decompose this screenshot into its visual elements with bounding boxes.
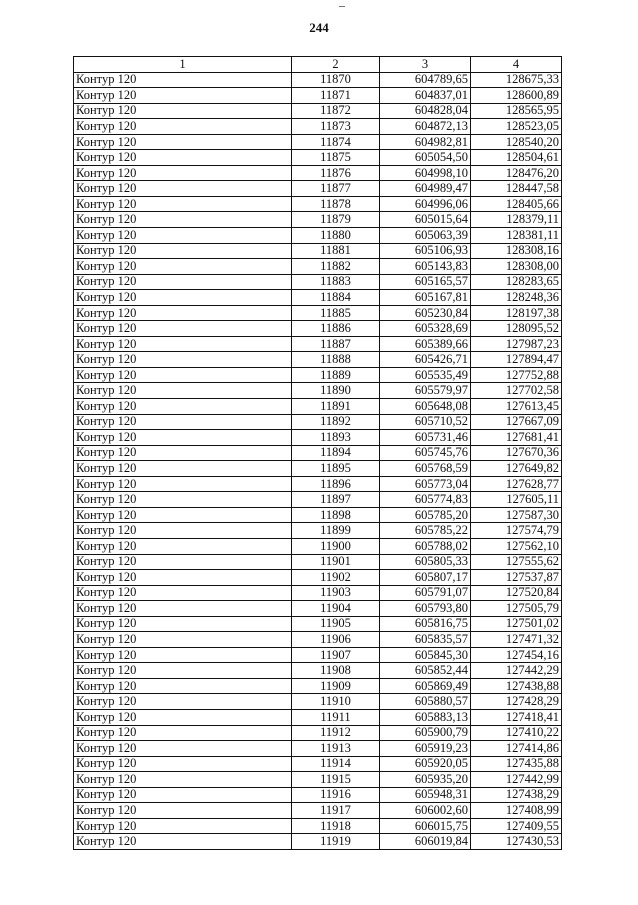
y-coordinate-cell: 128197,38	[471, 305, 562, 321]
x-coordinate-cell: 605788,02	[380, 538, 471, 554]
x-coordinate-cell: 605900,79	[380, 725, 471, 741]
table-row	[74, 787, 562, 803]
point-number-cell: 11916	[292, 787, 380, 803]
y-coordinate-cell: 127605,11	[471, 492, 562, 508]
y-coordinate-cell: 127410,22	[471, 725, 562, 741]
point-number-cell: 11907	[292, 647, 380, 663]
point-number-cell: 11890	[292, 383, 380, 399]
point-number-cell: 11911	[292, 709, 380, 725]
table-row	[74, 196, 562, 212]
contour-name-cell: Контур 120	[74, 165, 292, 181]
table-row	[74, 663, 562, 679]
page-top-mark: –	[339, 0, 345, 12]
point-number-cell: 11900	[292, 538, 380, 554]
contour-name-cell: Контур 120	[74, 399, 292, 415]
table-row	[74, 383, 562, 399]
y-coordinate-cell: 128476,20	[471, 165, 562, 181]
y-coordinate-cell: 128600,89	[471, 88, 562, 104]
x-coordinate-cell: 605165,57	[380, 274, 471, 290]
y-coordinate-cell: 127418,41	[471, 709, 562, 725]
contour-name-cell: Контур 120	[74, 476, 292, 492]
x-coordinate-cell: 605880,57	[380, 694, 471, 710]
point-number-cell: 11870	[292, 72, 380, 88]
contour-name-cell: Контур 120	[74, 709, 292, 725]
contour-name-cell: Контур 120	[74, 430, 292, 446]
y-coordinate-cell: 128095,52	[471, 321, 562, 337]
x-coordinate-cell: 605774,83	[380, 492, 471, 508]
point-number-cell: 11878	[292, 196, 380, 212]
coordinates-table	[73, 56, 562, 850]
x-coordinate-cell: 606015,75	[380, 818, 471, 834]
contour-name-cell: Контур 120	[74, 554, 292, 570]
y-coordinate-cell: 127987,23	[471, 336, 562, 352]
point-number-cell: 11886	[292, 321, 380, 337]
contour-name-cell: Контур 120	[74, 772, 292, 788]
contour-name-cell: Контур 120	[74, 274, 292, 290]
table-row	[74, 414, 562, 430]
point-number-cell: 11912	[292, 725, 380, 741]
x-coordinate-cell: 606019,84	[380, 834, 471, 850]
table-row	[74, 445, 562, 461]
contour-name-cell: Контур 120	[74, 134, 292, 150]
y-coordinate-cell: 127613,45	[471, 399, 562, 415]
y-coordinate-cell: 127408,99	[471, 803, 562, 819]
table-row	[74, 647, 562, 663]
table-row	[74, 772, 562, 788]
point-number-cell: 11873	[292, 119, 380, 135]
point-number-cell: 11914	[292, 756, 380, 772]
y-coordinate-cell: 127428,29	[471, 694, 562, 710]
y-coordinate-cell: 128504,61	[471, 150, 562, 166]
point-number-cell: 11871	[292, 88, 380, 104]
x-coordinate-cell: 605935,20	[380, 772, 471, 788]
y-coordinate-cell: 128308,16	[471, 243, 562, 259]
column-header-3: 3	[380, 57, 471, 73]
contour-name-cell: Контур 120	[74, 228, 292, 244]
table-row	[74, 88, 562, 104]
contour-name-cell: Контур 120	[74, 678, 292, 694]
point-number-cell: 11910	[292, 694, 380, 710]
point-number-cell: 11897	[292, 492, 380, 508]
y-coordinate-cell: 128308,00	[471, 259, 562, 275]
contour-name-cell: Контур 120	[74, 290, 292, 306]
x-coordinate-cell: 605106,93	[380, 243, 471, 259]
table-row	[74, 72, 562, 88]
y-coordinate-cell: 127537,87	[471, 570, 562, 586]
y-coordinate-cell: 128379,11	[471, 212, 562, 228]
contour-name-cell: Контур 120	[74, 647, 292, 663]
y-coordinate-cell: 127409,55	[471, 818, 562, 834]
point-number-cell: 11883	[292, 274, 380, 290]
contour-name-cell: Контур 120	[74, 212, 292, 228]
y-coordinate-cell: 127442,99	[471, 772, 562, 788]
x-coordinate-cell: 605710,52	[380, 414, 471, 430]
point-number-cell: 11879	[292, 212, 380, 228]
table-row	[74, 741, 562, 757]
x-coordinate-cell: 604982,81	[380, 134, 471, 150]
point-number-cell: 11899	[292, 523, 380, 539]
y-coordinate-cell: 127562,10	[471, 538, 562, 554]
table-row	[74, 430, 562, 446]
point-number-cell: 11885	[292, 305, 380, 321]
point-number-cell: 11874	[292, 134, 380, 150]
point-number-cell: 11913	[292, 741, 380, 757]
table-row	[74, 756, 562, 772]
contour-name-cell: Контур 120	[74, 834, 292, 850]
table-row	[74, 601, 562, 617]
y-coordinate-cell: 128381,11	[471, 228, 562, 244]
contour-name-cell: Контур 120	[74, 507, 292, 523]
x-coordinate-cell: 605785,20	[380, 507, 471, 523]
contour-name-cell: Контур 120	[74, 88, 292, 104]
contour-name-cell: Контур 120	[74, 445, 292, 461]
table-row	[74, 616, 562, 632]
point-number-cell: 11917	[292, 803, 380, 819]
y-coordinate-cell: 127454,16	[471, 647, 562, 663]
contour-name-cell: Контур 120	[74, 259, 292, 275]
page-number: 244	[309, 20, 329, 35]
table-row	[74, 103, 562, 119]
x-coordinate-cell: 604828,04	[380, 103, 471, 119]
contour-name-cell: Контур 120	[74, 787, 292, 803]
point-number-cell: 11898	[292, 507, 380, 523]
table-row	[74, 461, 562, 477]
x-coordinate-cell: 605535,49	[380, 367, 471, 383]
table-row	[74, 632, 562, 648]
y-coordinate-cell: 127414,86	[471, 741, 562, 757]
column-header-4: 4	[471, 57, 562, 73]
y-coordinate-cell: 128283,65	[471, 274, 562, 290]
contour-name-cell: Контур 120	[74, 103, 292, 119]
point-number-cell: 11887	[292, 336, 380, 352]
point-number-cell: 11902	[292, 570, 380, 586]
contour-name-cell: Контур 120	[74, 741, 292, 757]
y-coordinate-cell: 127501,02	[471, 616, 562, 632]
table-row	[74, 694, 562, 710]
point-number-cell: 11901	[292, 554, 380, 570]
y-coordinate-cell: 127435,88	[471, 756, 562, 772]
x-coordinate-cell: 605426,71	[380, 352, 471, 368]
point-number-cell: 11906	[292, 632, 380, 648]
point-number-cell: 11896	[292, 476, 380, 492]
table-row	[74, 523, 562, 539]
y-coordinate-cell: 127471,32	[471, 632, 562, 648]
point-number-cell: 11872	[292, 103, 380, 119]
x-coordinate-cell: 605785,22	[380, 523, 471, 539]
table-row	[74, 476, 562, 492]
y-coordinate-cell: 127520,84	[471, 585, 562, 601]
table-row	[74, 399, 562, 415]
x-coordinate-cell: 605143,83	[380, 259, 471, 275]
y-coordinate-cell: 128540,20	[471, 134, 562, 150]
x-coordinate-cell: 605230,84	[380, 305, 471, 321]
point-number-cell: 11903	[292, 585, 380, 601]
y-coordinate-cell: 128523,05	[471, 119, 562, 135]
table-row	[74, 492, 562, 508]
x-coordinate-cell: 605745,76	[380, 445, 471, 461]
x-coordinate-cell: 605816,75	[380, 616, 471, 632]
contour-name-cell: Контур 120	[74, 818, 292, 834]
y-coordinate-cell: 127587,30	[471, 507, 562, 523]
point-number-cell: 11889	[292, 367, 380, 383]
y-coordinate-cell: 127752,88	[471, 367, 562, 383]
contour-name-cell: Контур 120	[74, 414, 292, 430]
x-coordinate-cell: 605948,31	[380, 787, 471, 803]
contour-name-cell: Контур 120	[74, 523, 292, 539]
y-coordinate-cell: 128565,95	[471, 103, 562, 119]
point-number-cell: 11891	[292, 399, 380, 415]
x-coordinate-cell: 605768,59	[380, 461, 471, 477]
contour-name-cell: Контур 120	[74, 367, 292, 383]
table-header	[74, 57, 562, 73]
x-coordinate-cell: 605791,07	[380, 585, 471, 601]
x-coordinate-cell: 605731,46	[380, 430, 471, 446]
x-coordinate-cell: 604989,47	[380, 181, 471, 197]
contour-name-cell: Контур 120	[74, 616, 292, 632]
table-row	[74, 321, 562, 337]
y-coordinate-cell: 127649,82	[471, 461, 562, 477]
x-coordinate-cell: 605807,17	[380, 570, 471, 586]
table-row	[74, 243, 562, 259]
header-row	[74, 57, 562, 73]
x-coordinate-cell: 605845,30	[380, 647, 471, 663]
x-coordinate-cell: 605773,04	[380, 476, 471, 492]
x-coordinate-cell: 605805,33	[380, 554, 471, 570]
column-header-2: 2	[292, 57, 380, 73]
point-number-cell: 11881	[292, 243, 380, 259]
x-coordinate-cell: 605883,13	[380, 709, 471, 725]
point-number-cell: 11884	[292, 290, 380, 306]
x-coordinate-cell: 604872,13	[380, 119, 471, 135]
x-coordinate-cell: 605579,97	[380, 383, 471, 399]
point-number-cell: 11895	[292, 461, 380, 477]
contour-name-cell: Контур 120	[74, 492, 292, 508]
table-row	[74, 181, 562, 197]
contour-name-cell: Контур 120	[74, 461, 292, 477]
point-number-cell: 11905	[292, 616, 380, 632]
table-row	[74, 336, 562, 352]
y-coordinate-cell: 127430,53	[471, 834, 562, 850]
table-row	[74, 305, 562, 321]
y-coordinate-cell: 127667,09	[471, 414, 562, 430]
contour-name-cell: Контур 120	[74, 243, 292, 259]
table-row	[74, 367, 562, 383]
x-coordinate-cell: 605015,64	[380, 212, 471, 228]
table-row	[74, 585, 562, 601]
point-number-cell: 11888	[292, 352, 380, 368]
contour-name-cell: Контур 120	[74, 181, 292, 197]
y-coordinate-cell: 127628,77	[471, 476, 562, 492]
contour-name-cell: Контур 120	[74, 663, 292, 679]
y-coordinate-cell: 128248,36	[471, 290, 562, 306]
x-coordinate-cell: 605389,66	[380, 336, 471, 352]
point-number-cell: 11904	[292, 601, 380, 617]
x-coordinate-cell: 605869,49	[380, 678, 471, 694]
contour-name-cell: Контур 120	[74, 305, 292, 321]
point-number-cell: 11880	[292, 228, 380, 244]
table-row	[74, 678, 562, 694]
point-number-cell: 11893	[292, 430, 380, 446]
table-row	[74, 538, 562, 554]
y-coordinate-cell: 128675,33	[471, 72, 562, 88]
table-row	[74, 274, 562, 290]
table-row	[74, 290, 562, 306]
x-coordinate-cell: 605919,23	[380, 741, 471, 757]
table-row	[74, 134, 562, 150]
y-coordinate-cell: 127702,58	[471, 383, 562, 399]
x-coordinate-cell: 605054,50	[380, 150, 471, 166]
table-row	[74, 259, 562, 275]
point-number-cell: 11894	[292, 445, 380, 461]
point-number-cell: 11876	[292, 165, 380, 181]
x-coordinate-cell: 605793,80	[380, 601, 471, 617]
point-number-cell: 11882	[292, 259, 380, 275]
x-coordinate-cell: 604789,65	[380, 72, 471, 88]
x-coordinate-cell: 605167,81	[380, 290, 471, 306]
table-row	[74, 818, 562, 834]
table-row	[74, 165, 562, 181]
point-number-cell: 11908	[292, 663, 380, 679]
x-coordinate-cell: 605648,08	[380, 399, 471, 415]
x-coordinate-cell: 604996,06	[380, 196, 471, 212]
y-coordinate-cell: 127438,29	[471, 787, 562, 803]
contour-name-cell: Контур 120	[74, 352, 292, 368]
point-number-cell: 11918	[292, 818, 380, 834]
contour-name-cell: Контур 120	[74, 756, 292, 772]
x-coordinate-cell: 605328,69	[380, 321, 471, 337]
table-row	[74, 212, 562, 228]
contour-name-cell: Контур 120	[74, 725, 292, 741]
y-coordinate-cell: 127670,36	[471, 445, 562, 461]
table-body	[74, 72, 562, 849]
table-row	[74, 570, 562, 586]
y-coordinate-cell: 127438,88	[471, 678, 562, 694]
y-coordinate-cell: 127555,62	[471, 554, 562, 570]
x-coordinate-cell: 605852,44	[380, 663, 471, 679]
point-number-cell: 11892	[292, 414, 380, 430]
contour-name-cell: Контур 120	[74, 585, 292, 601]
contour-name-cell: Контур 120	[74, 150, 292, 166]
contour-name-cell: Контур 120	[74, 72, 292, 88]
table-row	[74, 834, 562, 850]
point-number-cell: 11915	[292, 772, 380, 788]
contour-name-cell: Контур 120	[74, 694, 292, 710]
table-row	[74, 507, 562, 523]
table-row	[74, 352, 562, 368]
contour-name-cell: Контур 120	[74, 538, 292, 554]
point-number-cell: 11877	[292, 181, 380, 197]
contour-name-cell: Контур 120	[74, 196, 292, 212]
y-coordinate-cell: 127505,79	[471, 601, 562, 617]
x-coordinate-cell: 604998,10	[380, 165, 471, 181]
x-coordinate-cell: 605063,39	[380, 228, 471, 244]
table-row	[74, 554, 562, 570]
table-row	[74, 150, 562, 166]
column-header-1: 1	[74, 57, 292, 73]
y-coordinate-cell: 127442,29	[471, 663, 562, 679]
contour-name-cell: Контур 120	[74, 570, 292, 586]
contour-name-cell: Контур 120	[74, 336, 292, 352]
y-coordinate-cell: 127574,79	[471, 523, 562, 539]
point-number-cell: 11909	[292, 678, 380, 694]
table-row	[74, 119, 562, 135]
x-coordinate-cell: 606002,60	[380, 803, 471, 819]
point-number-cell: 11875	[292, 150, 380, 166]
x-coordinate-cell: 605835,57	[380, 632, 471, 648]
table-row	[74, 228, 562, 244]
table-row	[74, 725, 562, 741]
y-coordinate-cell: 127681,41	[471, 430, 562, 446]
contour-name-cell: Контур 120	[74, 632, 292, 648]
contour-name-cell: Контур 120	[74, 383, 292, 399]
x-coordinate-cell: 605920,05	[380, 756, 471, 772]
point-number-cell: 11919	[292, 834, 380, 850]
table-row	[74, 803, 562, 819]
contour-name-cell: Контур 120	[74, 119, 292, 135]
contour-name-cell: Контур 120	[74, 321, 292, 337]
table-row	[74, 709, 562, 725]
contour-name-cell: Контур 120	[74, 803, 292, 819]
y-coordinate-cell: 127894,47	[471, 352, 562, 368]
x-coordinate-cell: 604837,01	[380, 88, 471, 104]
contour-name-cell: Контур 120	[74, 601, 292, 617]
y-coordinate-cell: 128405,66	[471, 196, 562, 212]
y-coordinate-cell: 128447,58	[471, 181, 562, 197]
